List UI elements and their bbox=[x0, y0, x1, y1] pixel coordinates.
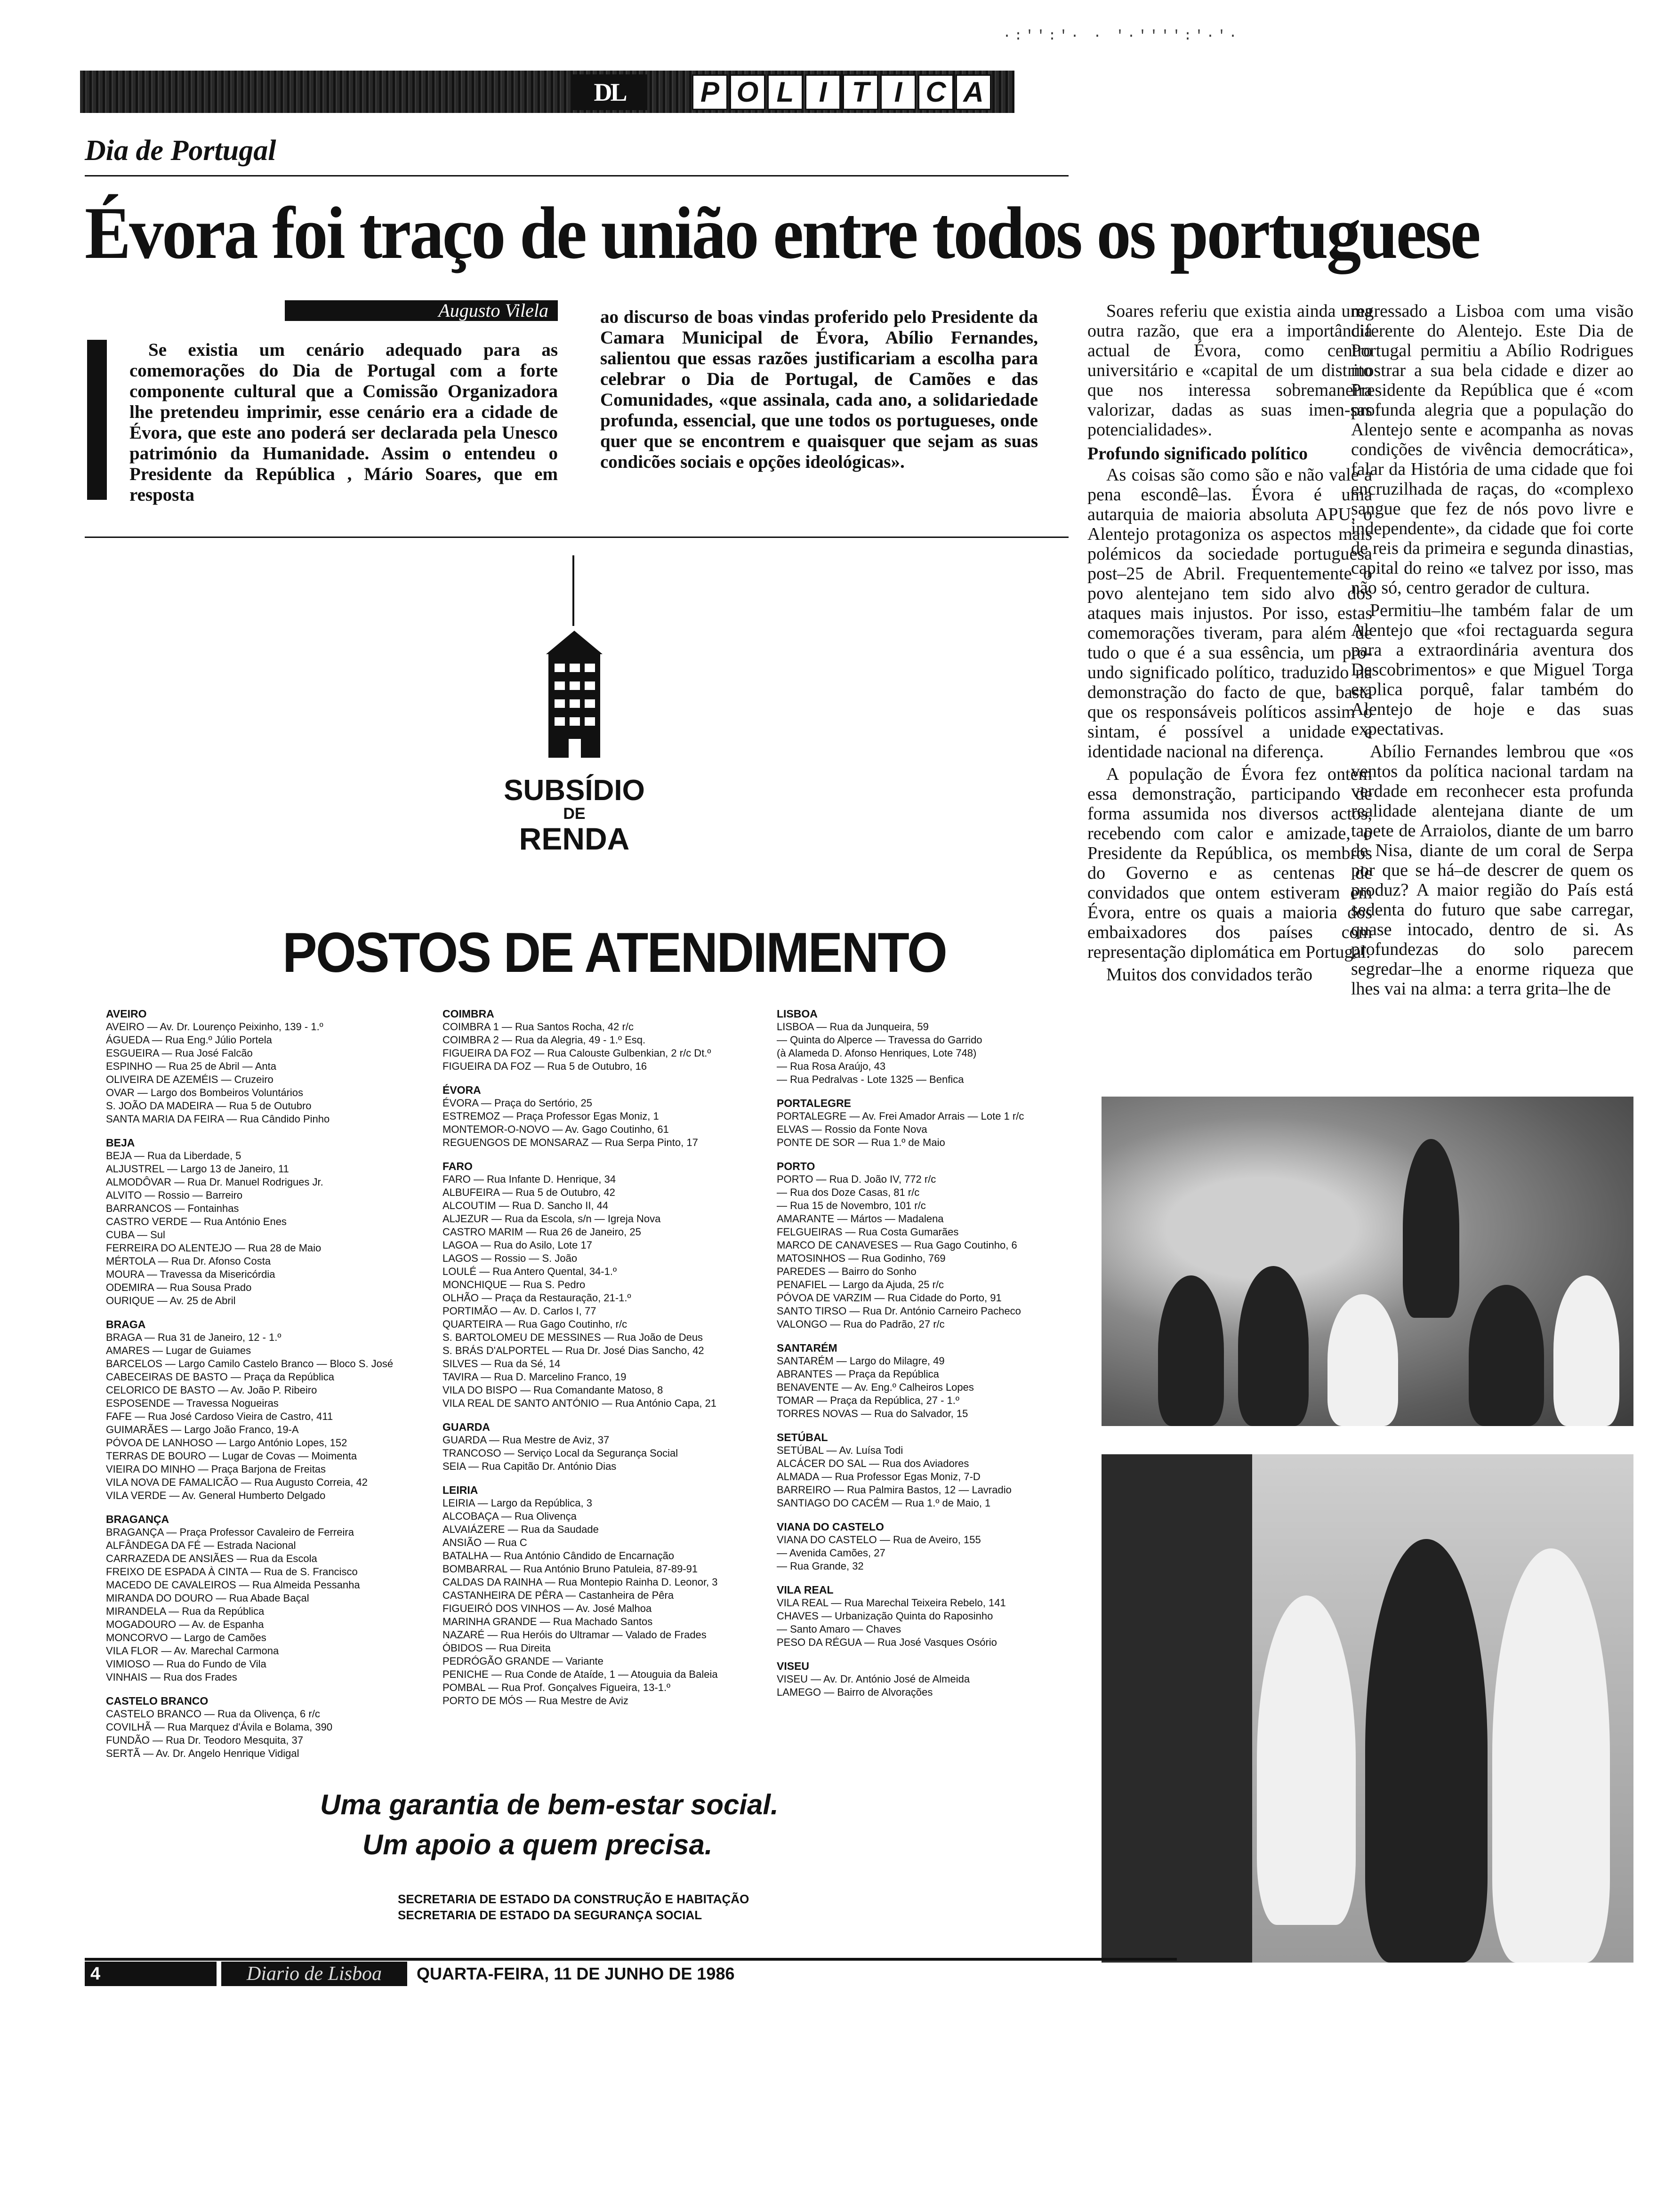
office-entry: SANTARÉM — Largo do Milagre, 49 bbox=[777, 1355, 945, 1367]
office-entry: TOMAR — Praça da República, 27 - 1.º bbox=[777, 1395, 959, 1406]
office-entry: REGUENGOS DE MONSARAZ — Rua Serpa Pinto, 17 bbox=[442, 1137, 698, 1148]
office-entry: PONTE DE SOR — Rua 1.º de Maio bbox=[777, 1137, 945, 1148]
newspaper-logo: DL bbox=[572, 74, 647, 110]
region-heading: VIANA DO CASTELO bbox=[777, 1521, 884, 1533]
office-entry: GUARDA — Rua Mestre de Aviz, 37 bbox=[442, 1434, 610, 1446]
article-byline: Augusto Vilela bbox=[285, 300, 558, 321]
article-kicker: Dia de Portugal bbox=[85, 135, 276, 167]
office-entry: VILA NOVA DE FAMALICÃO — Rua Augusto Correia, 42 bbox=[106, 1476, 368, 1488]
office-entry: MOGADOURO — Av. de Espanha bbox=[106, 1619, 264, 1630]
article-column-4: regressado a Lisboa com uma visão diferente do Alentejo. Este Dia de Portugal permitiu a Abílio Rodrigues mostrar a sua bela cidade e dizer ao Presidente da República que é «com profunda alegria que a população do Alentejo sente e acompanha as novas condições de vivência democrática», falar da História de uma cidade que foi encruzilhada de raças, do «complexo sangue que fez de nós povo livre e independente», da cidade que foi corte de reis da primeira e segunda dinastias, capital do reino «e talvez por isso, mas não só, centro gerador de cultura. Permitiu–lhe também falar de um Alentejo que «foi rectaguarda segura para a extraordinária aventura dos Descobrimentos» e que Miguel Torga explica porquê, falar também do Alentejo de hoje e das suas expectativas. Abílio Fernandes lembrou que «os ventos da política nacional tardam na verdade em reconhecer esta profunda realidade alentejana diante de um tapete de Arraiolos, diante de um barro de Nisa, diante de um coral de Serpa por que se há–de descrer de quem os produz? A maior região do País está sedenta do futuro que sabe carregar, quase intocado, dentro de si. As profundezas do solo parecem segredar–lhe a enorme riqueza que lhes vai na alma: a terra grita–lhe de bbox=[1351, 301, 1633, 999]
section-letter: I bbox=[805, 74, 841, 110]
office-entry: NAZARÉ — Rua Heróis do Ultramar — Valado de Frades bbox=[442, 1629, 707, 1641]
office-entry: OVAR — Largo dos Bombeiros Voluntários bbox=[106, 1087, 304, 1098]
page-number: 4 bbox=[85, 1962, 217, 1986]
ad-slogan-2: Um apoio a quem precisa. bbox=[362, 1829, 713, 1860]
office-entry: QUARTEIRA — Rua Gago Coutinho, r/c bbox=[442, 1318, 627, 1330]
office-entry: PORTIMÃO — Av. D. Carlos I, 77 bbox=[442, 1305, 596, 1317]
office-entry: ALBUFEIRA — Rua 5 de Outubro, 42 bbox=[442, 1186, 615, 1198]
office-entry: COVILHÃ — Rua Marquez d'Ávila e Bolama, 390 bbox=[106, 1721, 333, 1733]
office-entry: PEDRÓGÃO GRANDE — Variante bbox=[442, 1655, 603, 1667]
office-entry: CHAVES — Urbanização Quinta do Raposinho bbox=[777, 1610, 993, 1622]
office-entry: MARINHA GRANDE — Rua Machado Santos bbox=[442, 1616, 653, 1627]
office-entry: BOMBARRAL — Rua António Bruno Patuleia, 87-89-91 bbox=[442, 1563, 698, 1575]
office-entry: S. JOÃO DA MADEIRA — Rua 5 de Outubro bbox=[106, 1100, 312, 1112]
office-entry: LAMEGO — Bairro de Alvorações bbox=[777, 1686, 933, 1698]
office-entry: LAGOS — Rossio — S. João bbox=[442, 1252, 578, 1264]
office-entry: GUIMARÃES — Largo João Franco, 19-A bbox=[106, 1424, 299, 1435]
office-entry: ÁGUEDA — Rua Eng.º Júlio Portela bbox=[106, 1034, 272, 1046]
office-entry: MONCHIQUE — Rua S. Pedro bbox=[442, 1279, 586, 1290]
section-letter: I bbox=[880, 74, 916, 110]
lead-paragraph-2: ao discurso de boas vindas proferido pelo Presidente da Camara Municipal de Évora, Abílio Fernandes, salientou que essas razões justificariam a escolha para celebrar o Dia de Portugal, de Camões e das Comunidades, «que assinala, cada ano, a solidariedade profunda, essencial, que une todos os portugueses, onde quer que se encontrem e quaisquer que sejam as suas condicões sociais e opções ideológicas». bbox=[600, 307, 1038, 472]
region-heading: BRAGA bbox=[106, 1318, 146, 1330]
office-entry: VIEIRA DO MINHO — Praça Barjona de Freitas bbox=[106, 1463, 326, 1475]
office-entry: PESO DA RÉGUA — Rua José Vasques Osório bbox=[777, 1636, 997, 1648]
office-entry: TERRAS DE BOURO — Lugar de Covas — Moimenta bbox=[106, 1450, 357, 1462]
office-entry: BRAGANÇA — Praça Professor Cavaleiro de Ferreira bbox=[106, 1526, 354, 1538]
svg-text:DE: DE bbox=[563, 805, 586, 823]
svg-text:RENDA: RENDA bbox=[519, 821, 630, 856]
office-entry: ODEMIRA — Rua Sousa Prado bbox=[106, 1282, 252, 1293]
office-entry: BATALHA — Rua António Cândido de Encarnação bbox=[442, 1550, 675, 1562]
office-entry: CASTRO MARIM — Rua 26 de Janeiro, 25 bbox=[442, 1226, 641, 1238]
office-entry: MIRANDELA — Rua da República bbox=[106, 1605, 265, 1617]
region-heading: FARO bbox=[442, 1160, 473, 1172]
article-column-3: Soares referiu que existia ainda uma outra razão, que era a importância actual de Évora, como centro universitário e «capital de um distrito que nos interessa sobremaneira valorizar, dadas as suas imen-sas potencialidades». Profundo significado político As coisas são como são e não vale a pena escondê–las. Évora é uma autarquia de maioria absoluta APU, o Alentejo protagoniza os aspectos mais polémicos da sociedade portuguesa post–25 de Abril. Frequentemente o povo alentejano tem sido alvo dos ataques mais injustos. Por isso, estas comemorações tiveram, para além de tudo o que é a sua essência, um pro-undo significado político, traduzido na demonstração do facto de que, basta que os responsáveis políticos assim o sintam, é possível a unidade e identidade nacional na diferença. A população de Évora fez ontem essa demonstração, participando de forma assumida nos diversos actos, recebendo com calor e amizade, o Presidente da República, os membros do Governo e as centenas de convidados que ontem estiveram em Évora, entre os quais a maioria dos embaixadores dos países com representação diplomática em Portugal. Muitos dos convidados terão bbox=[1087, 301, 1372, 985]
office-entry: ALFÂNDEGA DA FÉ — Estrada Nacional bbox=[106, 1539, 296, 1551]
office-entry: BRAGA — Rua 31 de Janeiro, 12 - 1.º bbox=[106, 1331, 282, 1343]
office-entry: S. BARTOLOMEU DE MESSINES — Rua João de Deus bbox=[442, 1331, 703, 1343]
office-entry: COIMBRA 1 — Rua Santos Rocha, 42 r/c bbox=[442, 1021, 634, 1033]
office-entry: CASTELO BRANCO — Rua da Olivença, 6 r/c bbox=[106, 1708, 320, 1720]
office-entry: FIGUEIRA DA FOZ — Rua Calouste Gulbenkian, 2 r/c Dt.º bbox=[442, 1047, 711, 1059]
office-entry: AMARES — Lugar de Guiames bbox=[106, 1345, 251, 1356]
office-entry: MATOSINHOS — Rua Godinho, 769 bbox=[777, 1252, 946, 1264]
office-entry: CALDAS DA RAINHA — Rua Montepio Rainha D. Leonor, 3 bbox=[442, 1576, 718, 1588]
office-entry: MÉRTOLA — Rua Dr. Afonso Costa bbox=[106, 1255, 271, 1267]
office-entry: FIGUEIRA DA FOZ — Rua 5 de Outubro, 16 bbox=[442, 1060, 647, 1072]
office-entry: CUBA — Sul bbox=[106, 1229, 165, 1241]
photo-ceremony bbox=[1102, 1097, 1633, 1426]
region-heading: BRAGANÇA bbox=[106, 1513, 169, 1525]
office-entry: LOULÉ — Rua Antero Quental, 34-1.º bbox=[442, 1266, 617, 1277]
office-entry: ALMODÔVAR — Rua Dr. Manuel Rodrigues Jr. bbox=[106, 1176, 323, 1188]
office-entry: COIMBRA 2 — Rua da Alegria, 49 - 1.º Esq. bbox=[442, 1034, 646, 1046]
office-entry: FUNDÃO — Rua Dr. Teodoro Mesquita, 37 bbox=[106, 1734, 303, 1746]
divider bbox=[85, 537, 1069, 538]
ad-sponsor-1: SECRETARIA DE ESTADO DA CONSTRUÇÃO E HABITAÇÃO bbox=[398, 1892, 749, 1906]
office-entry: BARRANCOS — Fontainhas bbox=[106, 1202, 239, 1214]
office-entry: VISEU — Av. Dr. António José de Almeida bbox=[777, 1673, 970, 1685]
office-entry: CASTRO VERDE — Rua António Enes bbox=[106, 1216, 287, 1227]
office-entry: — Rua 15 de Novembro, 101 r/c bbox=[777, 1200, 926, 1211]
section-letter: A bbox=[956, 74, 991, 110]
office-entry: ALCÁCER DO SAL — Rua dos Aviadores bbox=[777, 1458, 969, 1469]
region-heading: ÉVORA bbox=[442, 1084, 481, 1096]
section-letter: C bbox=[918, 74, 954, 110]
office-entry: ESTREMOZ — Praça Professor Egas Moniz, 1 bbox=[442, 1110, 659, 1122]
office-entry: LAGOA — Rua do Asilo, Lote 17 bbox=[442, 1239, 592, 1251]
office-entry: TORRES NOVAS — Rua do Salvador, 15 bbox=[777, 1408, 968, 1419]
office-entry: FERREIRA DO ALENTEJO — Rua 28 de Maio bbox=[106, 1242, 322, 1254]
office-entry: SERTÃ — Av. Dr. Angelo Henrique Vidigal bbox=[106, 1747, 299, 1759]
office-entry: ANSIÃO — Rua C bbox=[442, 1537, 527, 1548]
office-entry: MOURA — Travessa da Misericórdia bbox=[106, 1268, 275, 1280]
divider bbox=[85, 175, 1069, 176]
office-entry: VALONGO — Rua do Padrão, 27 r/c bbox=[777, 1318, 945, 1330]
office-entry: ABRANTES — Praça da República bbox=[777, 1368, 939, 1380]
region-heading: LISBOA bbox=[777, 1008, 818, 1020]
section-letter: P bbox=[692, 74, 728, 110]
office-entry: VILA REAL — Rua Marechal Teixeira Rebelo, 141 bbox=[777, 1597, 1006, 1609]
region-heading: PORTO bbox=[777, 1160, 815, 1172]
offices-list-col-a bbox=[106, 1007, 435, 1760]
office-entry: ALVAIÁZERE — Rua da Saudade bbox=[442, 1523, 599, 1535]
section-letter: T bbox=[843, 74, 878, 110]
office-entry: — Santo Amaro — Chaves bbox=[777, 1623, 901, 1635]
office-entry: FIGUEIRÓ DOS VINHOS — Av. José Malhoa bbox=[442, 1603, 652, 1614]
svg-text:SUBSÍDIO: SUBSÍDIO bbox=[504, 774, 645, 807]
office-entry: VILA FLOR — Av. Marechal Carmona bbox=[106, 1645, 279, 1657]
ad-slogan-1: Uma garantia de bem-estar social. bbox=[320, 1789, 779, 1820]
section-title bbox=[692, 74, 993, 110]
office-entry: LEIRIA — Largo da República, 3 bbox=[442, 1497, 592, 1509]
office-entry: FELGUEIRAS — Rua Costa Gumarães bbox=[777, 1226, 959, 1238]
subsidio-renda-logo bbox=[504, 555, 645, 885]
region-heading: LEIRIA bbox=[442, 1484, 478, 1496]
office-entry: TRANCOSO — Serviço Local da Segurança Social bbox=[442, 1447, 678, 1459]
office-entry: ALCOBAÇA — Rua Olivença bbox=[442, 1510, 577, 1522]
office-entry: CELORICO DE BASTO — Av. João P. Ribeiro bbox=[106, 1384, 317, 1396]
ad-title: POSTOS DE ATENDIMENTO bbox=[282, 921, 947, 984]
office-entry: OURIQUE — Av. 25 de Abril bbox=[106, 1295, 236, 1306]
office-entry: SETÚBAL — Av. Luísa Todi bbox=[777, 1444, 903, 1456]
office-entry: AMARANTE — Mártos — Madalena bbox=[777, 1213, 944, 1225]
office-entry: SANTA MARIA DA FEIRA — Rua Cândido Pinho bbox=[106, 1113, 330, 1125]
office-entry: OLIVEIRA DE AZEMÉIS — Cruzeiro bbox=[106, 1074, 273, 1085]
office-entry: CARRAZEDA DE ANSIÃES — Rua da Escola bbox=[106, 1553, 317, 1564]
region-heading: CASTELO BRANCO bbox=[106, 1695, 209, 1707]
office-entry: SANTIAGO DO CACÉM — Rua 1.º de Maio, 1 bbox=[777, 1497, 991, 1509]
ad-sponsor-2: SECRETARIA DE ESTADO DA SEGURANÇA SOCIAL bbox=[398, 1908, 702, 1922]
office-entry: VILA REAL DE SANTO ANTÓNIO — Rua António Capa, 21 bbox=[442, 1397, 717, 1409]
region-heading: SANTARÉM bbox=[777, 1342, 837, 1354]
office-entry: MIRANDA DO DOURO — Rua Abade Baçal bbox=[106, 1592, 309, 1604]
office-entry: (à Alameda D. Afonso Henriques, Lote 748) bbox=[777, 1047, 977, 1059]
office-entry: VIANA DO CASTELO — Rua de Aveiro, 155 bbox=[777, 1534, 981, 1546]
office-entry: MACEDO DE CAVALEIROS — Rua Almeida Pessanha bbox=[106, 1579, 360, 1591]
office-entry: AVEIRO — Av. Dr. Lourenço Peixinho, 139 - 1.º bbox=[106, 1021, 323, 1033]
offices-list-col-b bbox=[442, 1007, 772, 1707]
office-entry: VINHAIS — Rua dos Frades bbox=[106, 1671, 237, 1683]
office-entry: OLHÃO — Praça da Restauração, 21-1.º bbox=[442, 1292, 631, 1304]
office-entry: ALJUSTREL — Largo 13 de Janeiro, 11 bbox=[106, 1163, 289, 1175]
office-entry: PENICHE — Rua Conde de Ataíde, 1 — Atouguia da Baleia bbox=[442, 1668, 718, 1680]
section-letter: O bbox=[730, 74, 765, 110]
issue-date: QUARTA-FEIRA, 11 DE JUNHO DE 1986 bbox=[417, 1964, 735, 1983]
office-entry: ALMADA — Rua Professor Egas Moniz, 7-D bbox=[777, 1471, 981, 1483]
region-heading: BEJA bbox=[106, 1137, 135, 1149]
office-entry: ESPINHO — Rua 25 de Abril — Anta bbox=[106, 1060, 276, 1072]
office-entry: ALCOUTIM — Rua D. Sancho II, 44 bbox=[442, 1200, 609, 1211]
office-entry: PÓVOA DE LANHOSO — Largo António Lopes, 152 bbox=[106, 1437, 347, 1449]
lead-marker bbox=[87, 340, 107, 500]
office-entry: VILA VERDE — Av. General Humberto Delgado bbox=[106, 1490, 326, 1501]
office-entry: FAFE — Rua José Cardoso Vieira de Castro, 411 bbox=[106, 1411, 333, 1422]
office-entry: ESGUEIRA — Rua José Falcão bbox=[106, 1047, 253, 1059]
office-entry: PENAFIEL — Largo da Ajuda, 25 r/c bbox=[777, 1279, 944, 1290]
office-entry: ÓBIDOS — Rua Direita bbox=[442, 1642, 551, 1654]
article-headline: Évora foi traço de união entre todos os portuguese bbox=[85, 192, 1480, 274]
scan-noise: ·:'':'· · '·'''':'·'· bbox=[1003, 28, 1240, 44]
office-entry: ALVITO — Rossio — Barreiro bbox=[106, 1189, 243, 1201]
lead-paragraph-1: Se existia um cenário adequado para as comemorações do Dia de Portugal com a forte componente cultural que a Comissão Organizadora lhe pretendeu imprimir, esse cenário era a cidade de Évora, que este ano poderá ser declarada pela Unesco património da Humanidade. Assim o entendeu o Presidente da República , Mário Soares, que em resposta bbox=[129, 340, 558, 505]
office-entry: BARREIRO — Rua Palmira Bastos, 12 — Lavradio bbox=[777, 1484, 1012, 1496]
office-entry: ÉVORA — Praça do Sertório, 25 bbox=[442, 1097, 592, 1109]
photo-procession bbox=[1102, 1454, 1633, 1963]
office-entry: VILA DO BISPO — Rua Comandante Matoso, 8 bbox=[442, 1384, 663, 1396]
office-entry: FREIXO DE ESPADA À CINTA — Rua de S. Francisco bbox=[106, 1566, 358, 1578]
office-entry: — Rua dos Doze Casas, 81 r/c bbox=[777, 1186, 920, 1198]
office-entry: BENAVENTE — Av. Eng.º Calheiros Lopes bbox=[777, 1381, 974, 1393]
section-letter: L bbox=[767, 74, 803, 110]
office-entry: PAREDES — Bairro do Sonho bbox=[777, 1266, 917, 1277]
footer-rule bbox=[85, 1958, 1177, 1961]
office-entry: BEJA — Rua da Liberdade, 5 bbox=[106, 1150, 241, 1162]
region-heading: COIMBRA bbox=[442, 1008, 494, 1020]
office-entry: PORTO DE MÓS — Rua Mestre de Aviz bbox=[442, 1695, 628, 1707]
office-entry: VIMIOSO — Rua do Fundo de Vila bbox=[106, 1658, 266, 1670]
office-entry: ELVAS — Rossio da Fonte Nova bbox=[777, 1123, 927, 1135]
office-entry: TAVIRA — Rua D. Marcelino Franco, 19 bbox=[442, 1371, 627, 1383]
article-subhead: Profundo significado político bbox=[1087, 444, 1308, 464]
office-entry: S. BRÁS D'ALPORTEL — Rua Dr. José Dias Sancho, 42 bbox=[442, 1345, 704, 1356]
office-entry: — Rua Grande, 32 bbox=[777, 1560, 864, 1572]
region-heading: VISEU bbox=[777, 1660, 810, 1672]
office-entry: — Quinta do Alperce — Travessa do Garrido bbox=[777, 1034, 982, 1046]
office-entry: — Avenida Camões, 27 bbox=[777, 1547, 885, 1559]
office-entry: PORTO — Rua D. João IV, 772 r/c bbox=[777, 1173, 936, 1185]
office-entry: FARO — Rua Infante D. Henrique, 34 bbox=[442, 1173, 616, 1185]
office-entry: SEIA — Rua Capitão Dr. António Dias bbox=[442, 1460, 617, 1472]
office-entry: MARCO DE CANAVESES — Rua Gago Coutinho, 6 bbox=[777, 1239, 1017, 1251]
office-entry: CABECEIRAS DE BASTO — Praça da República bbox=[106, 1371, 335, 1383]
office-entry: PORTALEGRE — Av. Frei Amador Arrais — Lote 1 r/c bbox=[777, 1110, 1024, 1122]
office-entry: PÓVOA DE VARZIM — Rua Cidade do Porto, 91 bbox=[777, 1292, 1002, 1304]
office-entry: MONTEMOR-O-NOVO — Av. Gago Coutinho, 61 bbox=[442, 1123, 669, 1135]
office-entry: — Rua Rosa Araújo, 43 bbox=[777, 1060, 886, 1072]
office-entry: LISBOA — Rua da Junqueira, 59 bbox=[777, 1021, 929, 1033]
region-heading: SETÚBAL bbox=[777, 1431, 828, 1443]
region-heading: GUARDA bbox=[442, 1421, 490, 1433]
office-entry: SILVES — Rua da Sé, 14 bbox=[442, 1358, 561, 1370]
office-entry: CASTANHEIRA DE PÊRA — Castanheira de Pêra bbox=[442, 1589, 674, 1601]
office-entry: MONCORVO — Largo de Camões bbox=[106, 1632, 266, 1643]
region-heading: PORTALEGRE bbox=[777, 1097, 852, 1109]
office-entry: SANTO TIRSO — Rua Dr. António Carneiro Pacheco bbox=[777, 1305, 1021, 1317]
newspaper-name: Diario de Lisboa bbox=[221, 1962, 407, 1986]
offices-list-col-c bbox=[777, 1007, 1069, 1699]
office-entry: — Rua Pedralvas - Lote 1325 — Benfica bbox=[777, 1074, 964, 1085]
office-entry: ESPOSENDE — Travessa Nogueiras bbox=[106, 1397, 279, 1409]
region-heading: VILA REAL bbox=[777, 1584, 834, 1596]
region-heading: AVEIRO bbox=[106, 1008, 147, 1020]
office-entry: BARCELOS — Largo Camilo Castelo Branco — Bloco S. José bbox=[106, 1358, 394, 1370]
office-entry: ALJEZUR — Rua da Escola, s/n — Igreja Nova bbox=[442, 1213, 661, 1225]
office-entry: POMBAL — Rua Prof. Gonçalves Figueira, 13-1.º bbox=[442, 1682, 671, 1693]
